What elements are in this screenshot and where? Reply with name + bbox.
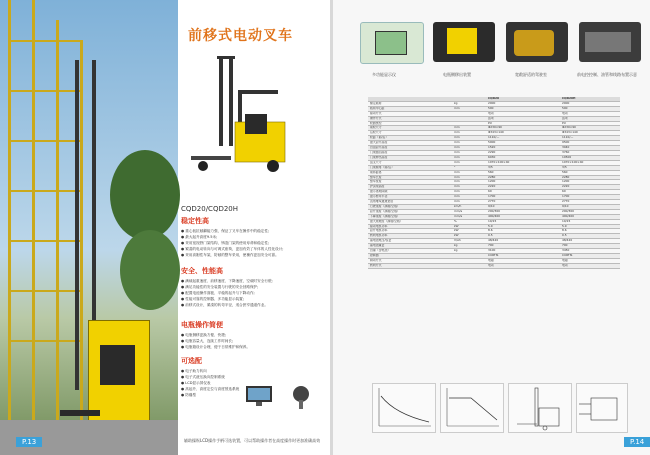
table-cell: 门架倾角（前/后） <box>368 165 452 170</box>
table-cell: mm <box>452 180 486 185</box>
control-handle-icon <box>290 384 312 410</box>
table-cell: 1070×100×40 <box>560 160 620 165</box>
table-cell: 200/300 <box>486 209 560 214</box>
table-cell: 1070×100×40 <box>486 160 560 165</box>
table-cell: 9500 <box>560 141 620 146</box>
side-view-dimension-drawing <box>508 383 572 433</box>
table-header-cell: CQD20 <box>486 97 560 101</box>
thumbnail-wiring <box>579 22 641 62</box>
table-cell: 站驾 <box>486 116 560 121</box>
rack-beam <box>8 290 83 292</box>
table-cell: Φ230×90 <box>560 126 620 131</box>
table-cell: 1520 <box>486 146 560 151</box>
list-item: ● 采用宽视野门架结构，铸造门架的使用寿命和稳定性; <box>181 241 270 246</box>
spec-table <box>368 97 620 269</box>
section-heading-options: 可选配 <box>181 357 202 365</box>
table-cell: 9/10 <box>560 204 620 209</box>
table-cell: 700 <box>486 244 560 249</box>
product-title: 前移式电动叉车 <box>188 28 293 44</box>
table-cell: CURTIS <box>560 254 620 259</box>
table-cell: 制动方式 <box>368 258 452 263</box>
rack-beam <box>8 340 83 342</box>
table-cell: 400/400 <box>486 214 560 219</box>
table-cell: 2770 <box>560 200 620 205</box>
table-cell: 电动 <box>486 111 560 116</box>
list-item: ● 电瓶箱设计合理，便于日常维护和保养。 <box>181 345 250 350</box>
rack-post <box>8 0 11 420</box>
list-item: ● 最大起升高度9.5米; <box>181 235 218 240</box>
section-list-safety <box>181 278 273 308</box>
table-cell: 控制器 <box>368 254 452 259</box>
list-item: ● 重心低抗倾翻能力强，保证了叉车在操作中的稳定性; <box>181 229 270 233</box>
table-cell: 10/15 <box>486 219 560 224</box>
rack-beam <box>8 90 83 92</box>
table-cell: 48/420 <box>560 239 620 244</box>
table-cell: 下降速度（满载/空载） <box>368 214 452 219</box>
table-cell: km/h <box>452 204 486 209</box>
table-cell: 货叉尺寸 <box>368 160 452 165</box>
table-cell: 电动 <box>560 263 620 268</box>
table-cell: 电动 <box>560 111 620 116</box>
table-cell: 2280 <box>560 175 620 180</box>
table-cell: 48/420 <box>486 239 560 244</box>
table-cell: mm <box>452 146 486 151</box>
tree-graphic <box>110 150 180 240</box>
thumbnail-label: 前电控控制、油管和线路布置示意 <box>577 72 637 77</box>
list-item: ● 满载起重速度、前移速度、下降速度，空载时安全行驶; <box>181 279 273 283</box>
list-item: ● 满足功能性的安全装置与行驶的安全回路保护; <box>181 285 259 290</box>
table-cell: 3/5 <box>486 165 560 170</box>
list-item: ● 电瓶容量大，连续工作时间长; <box>181 339 234 344</box>
table-cell: 整车宽度 <box>368 180 452 185</box>
table-cell: mm <box>452 131 486 136</box>
table-cell: 电磁 <box>560 258 620 263</box>
list-item: ● 紧凑的电动转向与可调式座椅，更加有效了车体的人性化设计; <box>181 247 284 252</box>
table-cell: mm <box>452 200 486 205</box>
section-list-stability <box>181 228 284 258</box>
tree-graphic <box>120 230 180 310</box>
list-item: ● 高起升、高度定位与高度预选系统 <box>181 387 240 392</box>
table-cell: PU <box>560 121 620 126</box>
table-cell: 8.6 <box>560 229 620 234</box>
table-cell: 0.5 <box>560 234 620 239</box>
page-number-tag: P.13 <box>16 437 42 447</box>
section-heading-stability: 稳定性高 <box>181 217 209 225</box>
thumbnail-cab <box>506 22 568 62</box>
thumbnail-display <box>360 22 424 64</box>
table-cell: 1110/— <box>486 136 560 141</box>
rack-post <box>56 20 59 420</box>
table-cell: 最大起升高度 <box>368 141 452 146</box>
table-cell: 60 <box>560 190 620 195</box>
table-cell: 200/300 <box>560 209 620 214</box>
top-view-dimension-drawing <box>576 383 628 433</box>
list-item: ● 前移式设计，紧凑的转弯半径，适合狭窄通道作业。 <box>181 303 268 308</box>
table-cell: 3450 <box>560 249 620 254</box>
forklift-forks <box>60 410 100 416</box>
list-item: ● 性能可靠的控制器、多功能显示装置; <box>181 297 244 302</box>
list-item: ● 电子式液压换向控制系统 <box>181 375 225 380</box>
table-cell: 560 <box>486 170 560 175</box>
table-cell: 1700 <box>486 195 560 200</box>
rack-post <box>80 40 83 420</box>
warehouse-photo <box>0 0 178 455</box>
table-cell: 蓄电池电压/容量 <box>368 239 452 244</box>
table-cell: 门架缩回高度 <box>368 150 452 155</box>
section-heading-battery: 电瓶操作简便 <box>181 321 223 329</box>
table-cell: mm <box>452 190 486 195</box>
table-header-cell: CQD20H <box>560 97 620 101</box>
table-cell: 700 <box>560 244 620 249</box>
table-cell: 5.0 <box>560 224 620 229</box>
table-cell: 操作方式 <box>368 116 452 121</box>
table-cell: 驱动电机功率 <box>368 224 452 229</box>
lcd-monitor-icon <box>244 384 274 408</box>
table-cell: mm <box>452 175 486 180</box>
speed-chart <box>440 383 504 433</box>
table-cell: mm <box>452 160 486 165</box>
table-cell: Φ343×140 <box>486 131 560 136</box>
table-cell: mm <box>452 136 486 141</box>
table-cell: 护顶架高度 <box>368 185 452 190</box>
section-heading-safety: 安全、性能高 <box>181 267 223 275</box>
table-cell: 最小离地间隙 <box>368 190 452 195</box>
table-cell: 整车长度 <box>368 175 452 180</box>
list-item: ● 配置电池操作面板、平稳的起升与下降动作; <box>181 291 255 296</box>
thumbnail-label: 宽敞舒适的驾驶室 <box>515 72 547 77</box>
table-cell: 额定载荷 <box>368 101 452 106</box>
table-cell: kg <box>452 244 486 249</box>
table-cell: 自由起升高度 <box>368 146 452 151</box>
forklift-seat <box>100 345 135 385</box>
table-cell: 轮距（前/后） <box>368 136 452 141</box>
rack-beam <box>8 190 83 192</box>
table-cell: mm <box>452 170 486 175</box>
table-cell: 500 <box>486 106 560 111</box>
table-cell: 400/400 <box>560 214 620 219</box>
table-cell: 后轮尺寸 <box>368 131 452 136</box>
table-cell: kg <box>452 249 486 254</box>
table-cell: 蓄电池重量 <box>368 244 452 249</box>
table-cell: mm/s <box>452 214 486 219</box>
table-cell: CURTIS <box>486 254 560 259</box>
table-cell: mm <box>452 150 486 155</box>
table-cell: 500 <box>560 106 620 111</box>
table-cell: Φ230×90 <box>486 126 560 131</box>
table-cell: 3040 <box>560 146 620 151</box>
table-cell: 3/5 <box>560 165 620 170</box>
table-cell: 转向电机功率 <box>368 234 452 239</box>
section-list-battery <box>181 332 250 350</box>
table-cell: 电动 <box>486 263 560 268</box>
table-cell: 行驶速度（满载/空载） <box>368 204 452 209</box>
gradeability-chart <box>372 383 436 433</box>
product-forklift-illustration <box>183 52 293 177</box>
table-cell: 驱动方式 <box>368 111 452 116</box>
table-cell: 门架伸出高度 <box>368 155 452 160</box>
table-cell: 站驾 <box>560 116 620 121</box>
table-cell: kW <box>452 224 486 229</box>
table-cell: Φ343×140 <box>560 131 620 136</box>
table-cell: 6030 <box>486 155 560 160</box>
table-cell: 0.5 <box>486 234 560 239</box>
table-cell: 2220 <box>486 185 560 190</box>
table-cell: 9/10 <box>486 204 560 209</box>
table-cell: 2280 <box>486 175 560 180</box>
table-cell: 8.6 <box>486 229 560 234</box>
list-item: ● 电瓶侧移更换方便、快捷; <box>181 333 227 337</box>
rack-beam <box>8 240 83 242</box>
list-item: ● 电子助力转向 <box>181 369 207 373</box>
table-cell: kW <box>452 234 486 239</box>
table-cell <box>452 263 486 268</box>
thumbnail-label: 多功能显示仪 <box>372 72 396 77</box>
table-cell: 3760 <box>560 150 620 155</box>
table-cell: 自重（含电池） <box>368 249 452 254</box>
table-cell: 起升速度（满载/空载） <box>368 209 452 214</box>
table-cell: 最小转弯半径 <box>368 195 452 200</box>
table-cell: 10/15 <box>560 219 620 224</box>
list-item: ● LCD显示屏仪表 <box>181 381 211 386</box>
table-cell: 5000 <box>486 141 560 146</box>
table-cell: mm <box>452 155 486 160</box>
table-cell: 2290 <box>486 150 560 155</box>
section-list-options <box>181 368 239 398</box>
table-cell: V/Ah <box>452 239 486 244</box>
model-number: CQD20/CQD20H <box>181 205 239 213</box>
list-item: ● 防爆型 <box>181 393 197 398</box>
table-cell: 3100 <box>486 249 560 254</box>
rack-beam <box>8 140 83 142</box>
table-cell: 最大爬坡度（满载/空载） <box>368 219 452 224</box>
table-cell: 2000 <box>486 101 560 106</box>
table-cell: kW <box>452 229 486 234</box>
table-cell: PU <box>486 121 560 126</box>
table-cell: 起升电机功率 <box>368 229 452 234</box>
table-cell: 转向方式 <box>368 263 452 268</box>
table-cell: 10500 <box>560 155 620 160</box>
table-cell: kg <box>452 101 486 106</box>
table-cell: mm <box>452 126 486 131</box>
table-cell: 560 <box>560 170 620 175</box>
table-cell: 轮胎类型 <box>368 121 452 126</box>
table-cell: 前轮尺寸 <box>368 126 452 131</box>
table-cell: 直角堆垛通道宽度 <box>368 200 452 205</box>
page-number-tag: P.14 <box>624 437 650 447</box>
table-cell: 1200 <box>486 180 560 185</box>
table-cell: mm <box>452 106 486 111</box>
list-item: ● 采用高刚性车架，防倾的整车采用，使操作更加安全可靠。 <box>181 253 279 258</box>
table-cell: % <box>452 219 486 224</box>
table-cell: 载荷中心距 <box>368 106 452 111</box>
table-cell: 60 <box>486 190 560 195</box>
table-cell: mm/s <box>452 209 486 214</box>
table-cell: 2000 <box>560 101 620 106</box>
table-cell: 1110/— <box>560 136 620 141</box>
table-cell: mm <box>452 195 486 200</box>
table-cell: ° <box>452 165 486 170</box>
table-cell: 电磁 <box>486 258 560 263</box>
table-cell: mm <box>452 185 486 190</box>
table-cell: 5.0 <box>486 224 560 229</box>
rack-post <box>32 0 35 420</box>
thumbnail-battery <box>433 22 495 62</box>
table-cell: mm <box>452 141 486 146</box>
table-cell: 1200 <box>560 180 620 185</box>
table-row <box>368 263 620 268</box>
table-cell: 2220 <box>560 185 620 190</box>
forklift-mast <box>75 60 79 390</box>
thumbnail-label: 电瓶侧移出装置 <box>443 72 471 77</box>
option-caption: 辅助操纵LCD操作手柄可选装置，可以帮助操作者在高度操作时更加准确高效 <box>184 438 321 443</box>
table-cell: 2770 <box>486 200 560 205</box>
rack-beam <box>8 40 83 42</box>
table-cell: 前移距离 <box>368 170 452 175</box>
table-cell: 1700 <box>560 195 620 200</box>
